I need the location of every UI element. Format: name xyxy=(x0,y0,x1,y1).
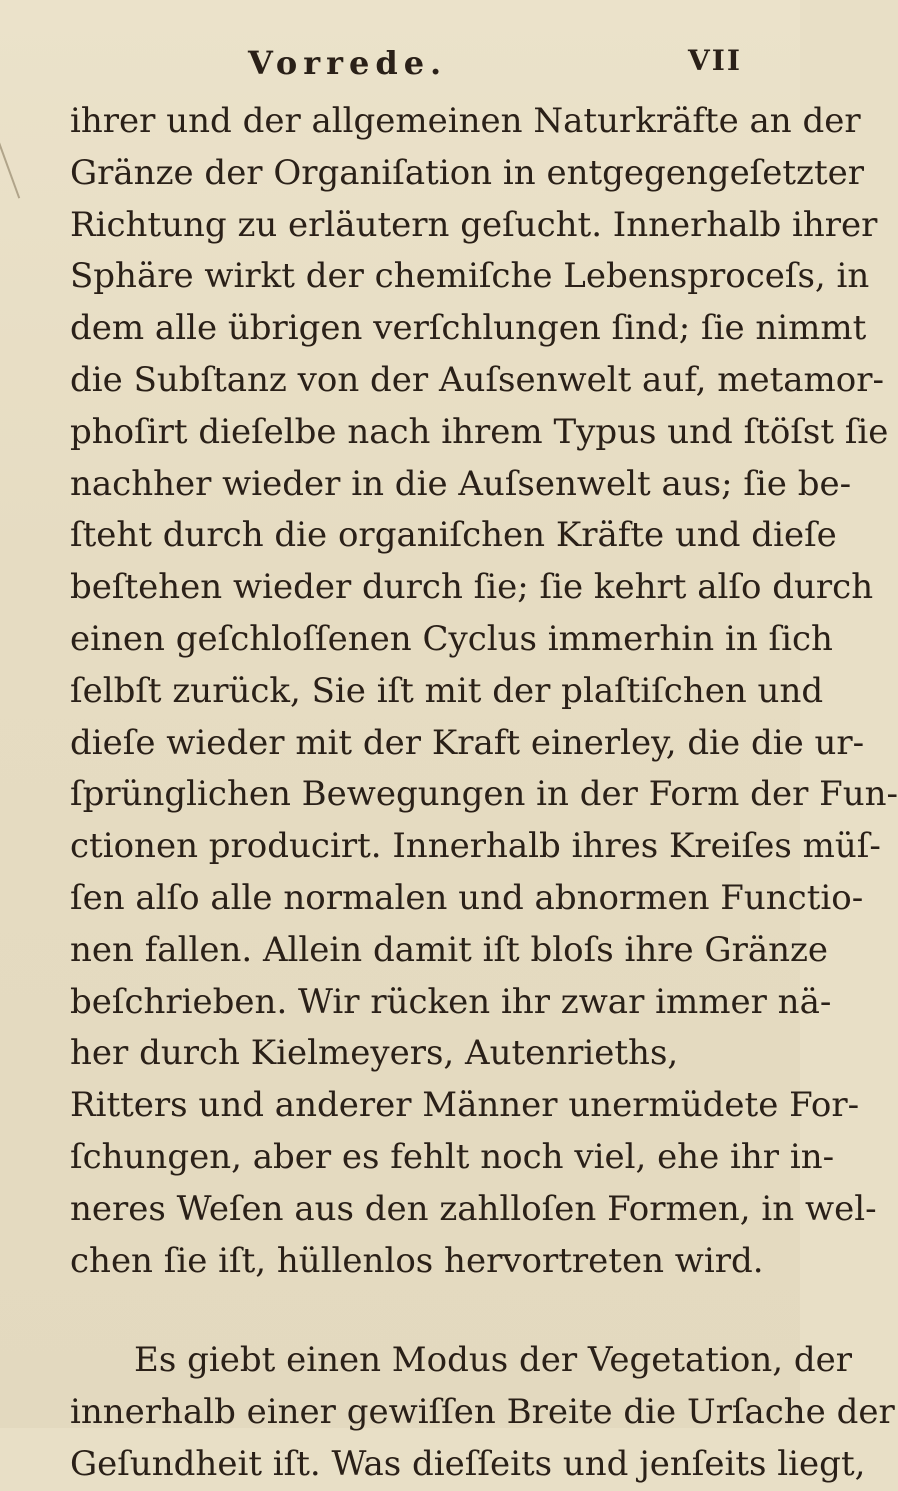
text-line: ihrer und der allgemeinen Naturkräfte an der xyxy=(70,101,861,141)
text-line: Geſundheit iſt. Was dieſſeits und jenſeits liegt, xyxy=(70,1443,866,1484)
text-line: Richtung zu erläutern geſucht. Innerhalb ihrer xyxy=(70,204,878,245)
text-line: beſtehen wieder durch ſie; ſie kehrt alſo durch xyxy=(70,567,874,608)
paragraph-2 xyxy=(70,1335,895,1490)
page-number: VII xyxy=(688,44,742,77)
text-line: beſchrieben. Wir rücken ihr zwar immer nä- xyxy=(70,981,832,1022)
text-line: nen fallen. Allein damit iſt bloſs ihre Gränze xyxy=(70,929,829,970)
running-title: Vorrede. xyxy=(248,44,448,82)
text-line: chen ſie iſt, hüllenlos hervortreten wird. xyxy=(70,1240,764,1281)
page-edge-mark xyxy=(0,141,20,198)
body-text xyxy=(70,96,898,1491)
text-line: phoſirt dieſelbe nach ihrem Typus und ſtöſst ſie xyxy=(70,411,889,452)
text-line: her durch Kielmeyers, Autenrieths, xyxy=(70,1033,679,1074)
text-line: dem alle übrigen verſchlungen ſind; ſie nimmt xyxy=(70,308,867,349)
text-line: Gränze der Organiſation in entgegengeſetzter xyxy=(70,152,865,193)
text-line: dieſe wieder mit der Kraft einerley, die die ur- xyxy=(70,722,865,763)
text-line: Es giebt einen Modus der Vegetation, der xyxy=(134,1340,852,1381)
text-line: ſteht durch die organiſchen Kräfte und dieſe xyxy=(70,515,837,556)
text-line: Sphäre wirkt der chemiſche Lebensproceſs, in xyxy=(70,256,870,297)
text-line: die Subſtanz von der Auſsenwelt auf, metamor- xyxy=(70,359,884,400)
text-line: innerhalb einer gewiſſen Breite die Urſache der xyxy=(70,1392,895,1433)
text-line: nachher wieder in die Auſsenwelt aus; ſie be- xyxy=(70,463,852,504)
text-line: ſelbſt zurück, Sie iſt mit der plaſtiſchen und xyxy=(70,670,824,711)
text-line: Ritters und anderer Männer unermüdete For- xyxy=(70,1085,860,1126)
text-line: neres Weſen aus den zahlloſen Formen, in wel- xyxy=(70,1188,877,1229)
text-line: einen geſchloſſenen Cyclus immerhin in ſich xyxy=(70,618,833,659)
paragraph-gap xyxy=(70,1287,770,1335)
text-line: ſchungen, aber es fehlt noch viel, ehe ihr in- xyxy=(70,1136,835,1177)
page-header xyxy=(0,44,800,90)
text-line: ctionen producirt. Innerhalb ihres Kreiſes müſ- xyxy=(70,826,881,867)
text-line: ſen alſo alle normalen und abnormen Functio- xyxy=(70,877,864,918)
paragraph-1 xyxy=(70,96,898,1287)
text-line: ſprünglichen Bewegungen in der Form der Fun- xyxy=(70,774,898,815)
